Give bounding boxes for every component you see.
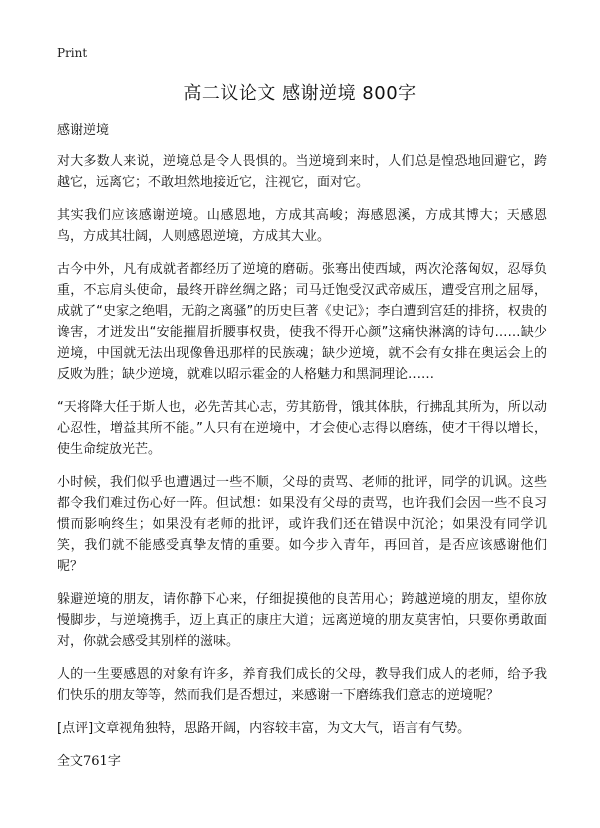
article-subtitle: 感谢逆境 [57, 123, 110, 138]
paragraph: 小时候，我们似乎也遭遇过一些不顺，父母的责骂、老师的批评，同学的讥讽。这些都令我们难过伤心好一阵。但试想：如果没有父母的责骂，也许我们会因一些不良习惯而影响终生；如果没有老师的批评，或许我们还在错误中沉沦；如果没有同学讥笑，我们就不能感受真挚友情的重要。如今步入青年，再回首，是否应该感谢他们呢？ [57, 475, 547, 574]
paragraph: 躲避逆境的朋友，请你静下心来，仔细捉摸他的良苦用心；跨越逆境的朋友，望你放慢脚步，与逆境携手，迈上真正的康庄大道；远离逆境的朋友莫害怕，只要你勇敢面对，你就会感受其别样的滋味。 [57, 592, 547, 649]
paragraph: 古今中外，凡有成就者都经历了逆境的磨砺。张骞出使西域，两次沦落匈奴，忍辱负重，不忘肩头使命，最终开辟丝绸之路；司马迁饱受汉武帝威压，遭受宫刑之屈辱，成就了“史家之绝唱，无韵之离骚”的历史巨著《史记》；李白遭到宫廷的排挤，权贵的谗害，才迸发出“安能摧眉折腰事权贵，使我不得开心颜”这痛快淋漓的诗句……缺少逆境，中国就无法出现像鲁迅那样的民族魂；缺少逆境，就不会有女排在奥运会上的反败为胜；缺少逆境，就难以昭示霍金的人格魅力和黑洞理论…… [57, 262, 547, 382]
comment-paragraph: [点评]文章视角独特，思路开阔，内容较丰富，为文大气，语言有气势。 [57, 721, 471, 736]
paragraph: “天将降大任于斯人也，必先苦其心志，劳其筋骨，饿其体肤，行拂乱其所为，所以动心忍性，增益其所不能。”人只有在逆境中，才会使心志得以磨练，使才干得以增长，使生命绽放光芒。 [57, 400, 547, 457]
article-title: 高二议论文 感谢逆境 800字 [183, 83, 417, 104]
article-body [57, 120, 547, 784]
paragraph: 其实我们应该感谢逆境。山感恩地，方成其高峻；海感恩溪，方成其博大；天感恩鸟，方成其壮阔，人则感恩逆境，方成其大业。 [57, 208, 547, 244]
paragraph: 对大多数人来说，逆境总是令人畏惧的。当逆境到来时，人们总是惶恐地回避它，跨越它，远离它；不敢坦然地接近它，注视它，面对它。 [57, 154, 547, 190]
word-count: 全文761字 [57, 754, 121, 769]
print-link[interactable]: Print [57, 46, 88, 60]
paragraph: 人的一生要感恩的对象有许多，养育我们成长的父母，教导我们成人的老师，给予我们快乐的朋友等等，然而我们是否想过，来感谢一下磨练我们意志的逆境呢？ [57, 667, 547, 703]
